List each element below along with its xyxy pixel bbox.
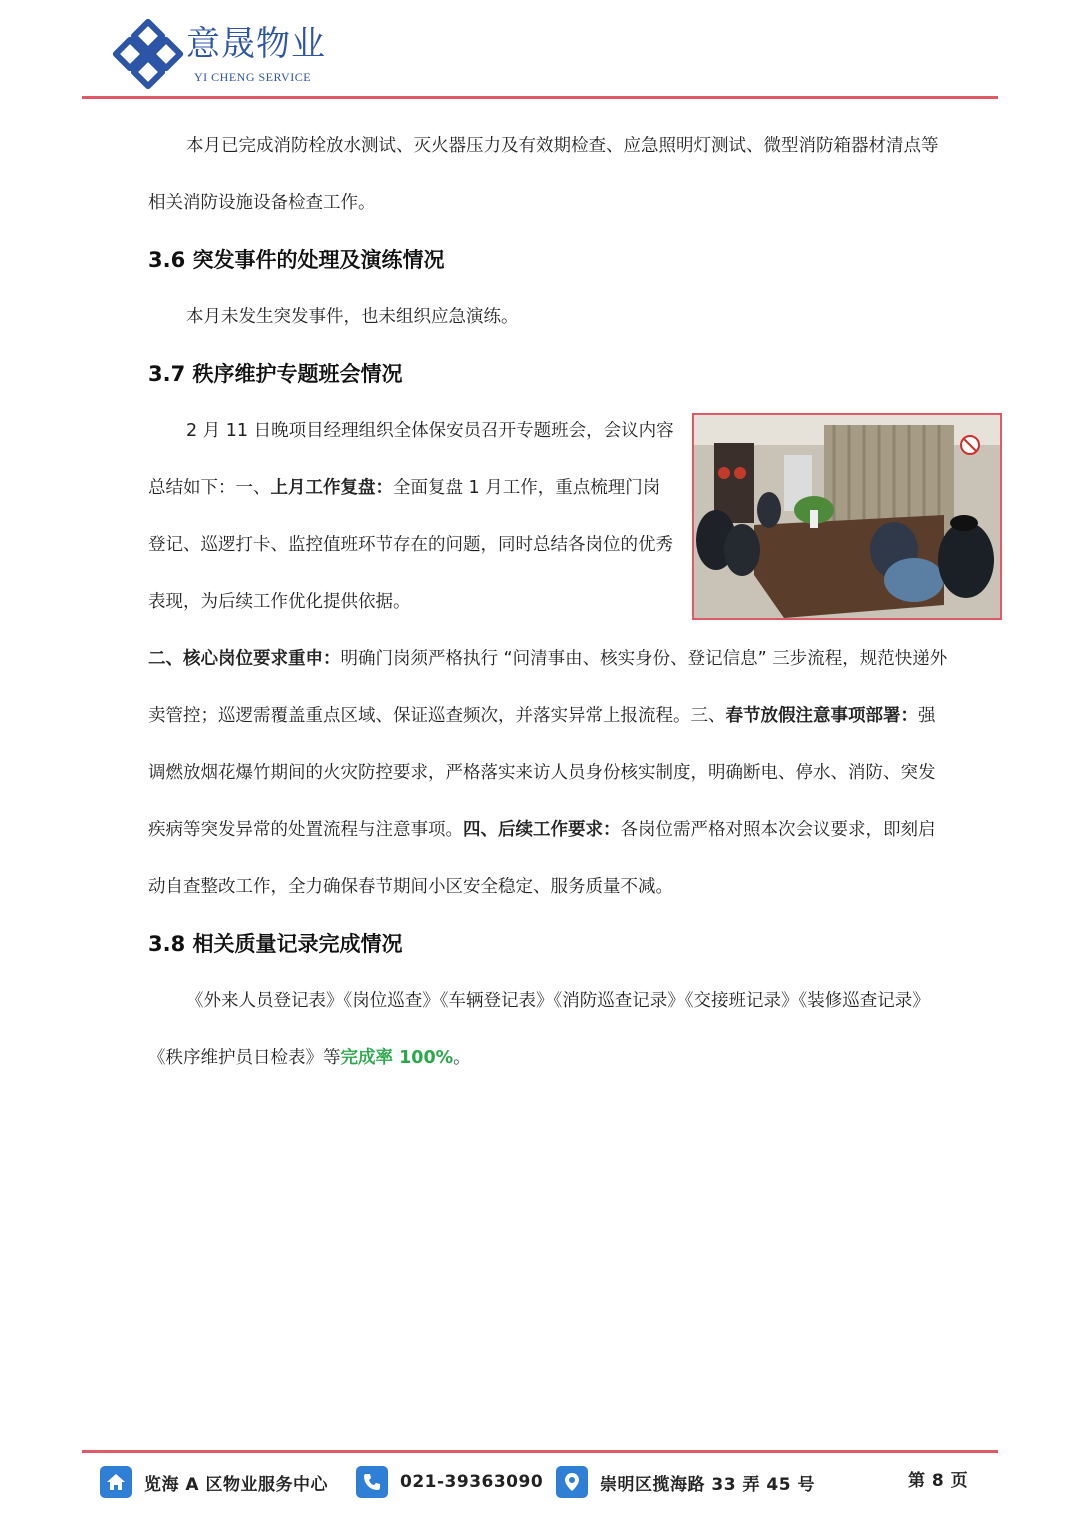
meeting-point-2-text: 明确门岗须严格执行 “问清事由、核实身份、登记信息” 三步流程，规范快递外卖管控；巡逻需覆盖重点区域、保证巡查频次，并落实异常上报流程。三、	[148, 649, 948, 726]
section-3-7-heading: 3.7 秩序维护专题班会情况	[148, 362, 403, 386]
page-footer	[100, 1460, 1000, 1510]
meeting-point-1-text: 全面复盘 1 月工作，重点梳理门岗登记、巡逻打卡、监控值班环节存在的问题，同时总结各岗位的优秀表现，为后续工作优化提供依据。	[148, 478, 673, 612]
header-divider	[82, 96, 998, 99]
page-number: 第 8 页	[908, 1471, 969, 1491]
location-icon	[556, 1466, 588, 1498]
home-icon	[100, 1466, 132, 1498]
completion-rate: 完成率 100%	[340, 1048, 454, 1068]
logo-chinese-name: 意晟物业	[186, 24, 326, 64]
footer-center	[100, 1466, 328, 1498]
company-logo-icon	[112, 18, 184, 90]
address-text: 崇明区揽海路 33 弄 45 号	[600, 1474, 815, 1495]
section-3-6-paragraph: 本月未发生突发事件，也未组织应急演练。	[186, 307, 519, 327]
service-center-name: 览海 A 区物业服务中心	[144, 1474, 328, 1495]
section-3-6-heading: 3.6 突发事件的处理及演练情况	[148, 248, 445, 272]
records-end-punct: 。	[453, 1048, 471, 1068]
records-list-text: 《外来人员登记表》《岗位巡查》《车辆登记表》《消防巡查记录》《交接班记录》《装修巡查记录》《秩序维护员日检表》等	[148, 991, 930, 1068]
meeting-point-3-title: 春节放假注意事项部署：	[725, 706, 918, 726]
phone-icon	[356, 1466, 388, 1498]
footer-address	[556, 1466, 815, 1498]
meeting-intro-text: 2 月 11 日晚项目经理组织全体保安员召开专题班会，会议内容总结如下：一、	[148, 421, 674, 498]
meeting-point-3-text: 强调燃放烟花爆竹期间的火灾防控要求，严格落实来访人员身份核实制度，明确断电、停水、消防、突发疾病等突发异常的处置流程与注意事项。	[148, 706, 936, 840]
document-body	[148, 118, 948, 1087]
footer-divider	[82, 1450, 998, 1453]
page-header	[0, 0, 1080, 102]
meeting-point-1-title: 上月工作复盘：	[270, 478, 393, 498]
section-3-8-paragraph	[148, 973, 948, 1087]
footer-page	[908, 1466, 968, 1491]
logo-english-name: YI CHENG SERVICE	[194, 70, 312, 84]
phone-number: 021-39363090	[400, 1472, 544, 1492]
section-3-8-heading: 3.8 相关质量记录完成情况	[148, 932, 403, 956]
meeting-point-2-title: 二、核心岗位要求重申：	[148, 649, 341, 669]
footer-phone	[356, 1466, 543, 1498]
meeting-point-4-text: 各岗位需严格对照本次会议要求，即刻启动自查整改工作，全力确保春节期间小区安全稳定、服务质量不减。	[148, 820, 936, 897]
fire-check-paragraph: 本月已完成消防栓放水测试、灭火器压力及有效期检查、应急照明灯测试、微型消防箱器材清点等相关消防设施设备检查工作。	[148, 136, 939, 213]
meeting-point-4-title: 四、后续工作要求：	[463, 820, 621, 840]
meeting-photo	[692, 413, 1002, 620]
